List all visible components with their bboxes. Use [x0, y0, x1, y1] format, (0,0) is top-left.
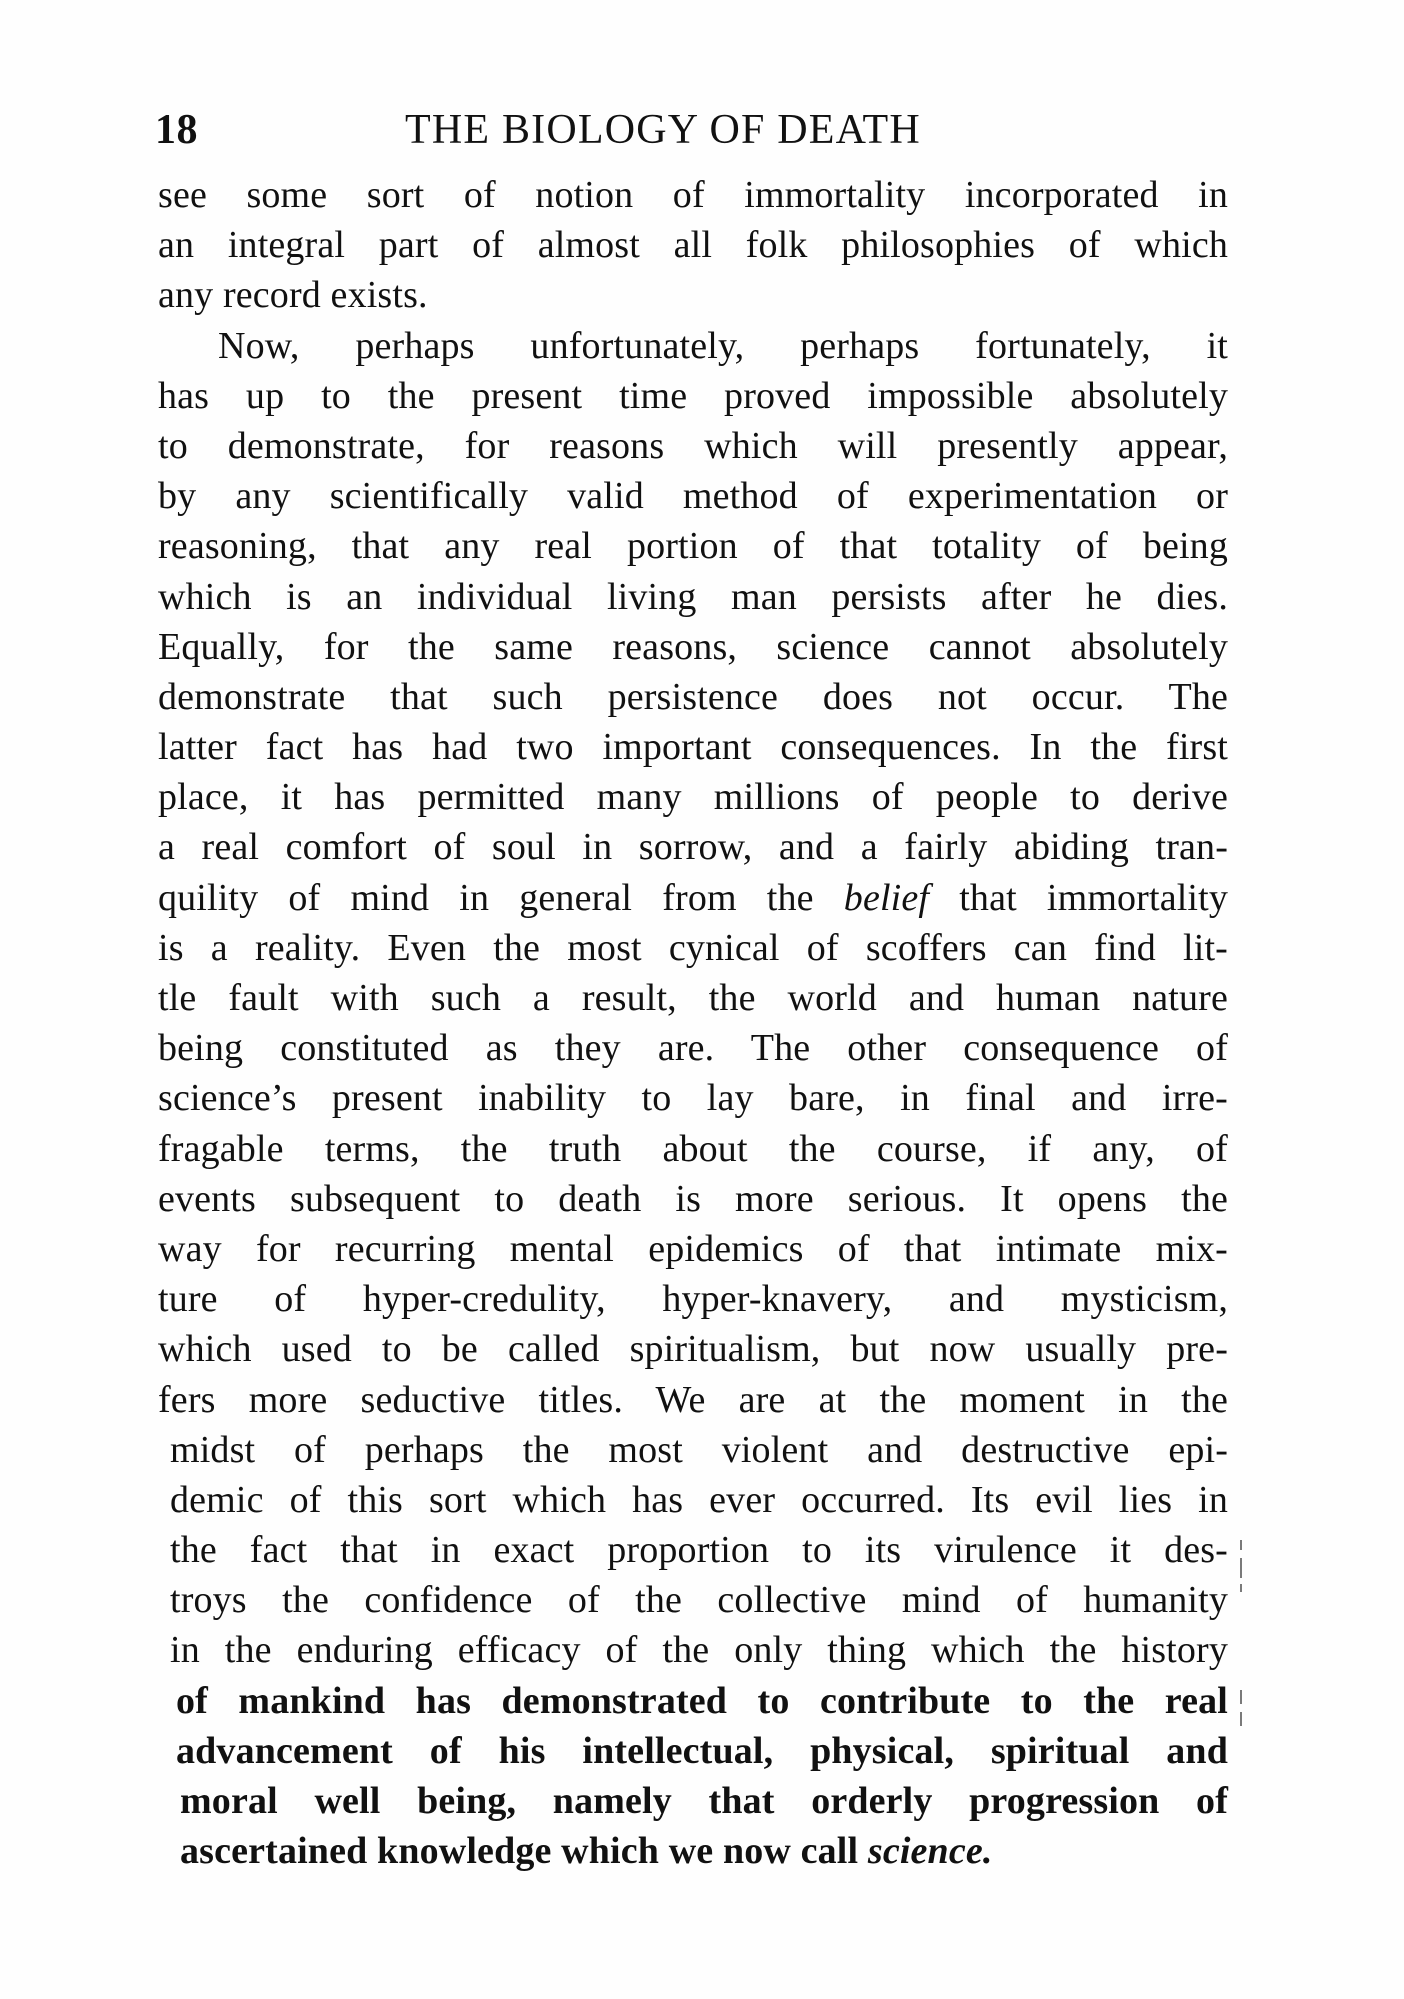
text-line-with-italic: [180, 1826, 1228, 1876]
text-line: events subsequent to death is more serious. It opens the: [158, 1177, 1228, 1220]
text-line: any record exists.: [158, 274, 428, 317]
text-line-with-italic: [158, 873, 1228, 923]
italic-belief: belief: [843, 876, 930, 919]
margin-tick: [1240, 1558, 1242, 1578]
text-line: which used to be called spiritualism, but now usually pre-: [158, 1328, 1228, 1371]
text-line: fers more seductive titles. We are at the moment in the: [158, 1378, 1228, 1421]
text-line: to demonstrate, for reasons which will presently appear,: [158, 424, 1228, 467]
margin-tick: [1240, 1584, 1242, 1592]
margin-tick: [1240, 1540, 1242, 1550]
text-line: in the enduring efficacy of the only thing which the history: [170, 1629, 1228, 1672]
text-line: is a reality. Even the most cynical of scoffers can find lit-: [158, 926, 1228, 969]
text-line: place, it has permitted many millions of people to derive: [158, 776, 1228, 819]
text-line: demonstrate that such persistence does not occur. The: [158, 675, 1228, 718]
text-line: tle fault with such a result, the world and human nature: [158, 977, 1228, 1019]
page-number: 18: [155, 107, 198, 153]
running-title: THE BIOLOGY OF DEATH: [405, 107, 921, 153]
margin-tick: [1240, 1690, 1242, 1704]
text-line: ture of hyper-credulity, hyper-knavery, and mysticism,: [158, 1278, 1228, 1321]
text-line: midst of perhaps the most violent and destructive epi-: [170, 1428, 1228, 1471]
text-line: an integral part of almost all folk philosophies of which: [158, 224, 1228, 267]
paragraph-first-line: Now, perhaps unfortunately, perhaps fortunately, it: [218, 324, 1228, 367]
text-segment: that immortality: [929, 876, 1228, 919]
text-line: way for recurring mental epidemics of that intimate mix-: [158, 1227, 1228, 1270]
text-line: demic of this sort which has ever occurred. Its evil lies in: [170, 1478, 1228, 1521]
text-segment: ascertained knowledge which we now call: [180, 1830, 868, 1873]
scan-margin-marks: [1240, 1540, 1248, 1740]
text-segment: quility of mind in general from the: [158, 876, 844, 919]
text-line: reasoning, that any real portion of that totality of being: [158, 525, 1228, 568]
text-line: has up to the present time proved impossible absolutely: [158, 374, 1228, 417]
text-line: see some sort of notion of immortality incorporated in: [158, 174, 1228, 216]
text-line: Equally, for the same reasons, science cannot absolutely: [158, 625, 1228, 668]
text-line: troys the confidence of the collective mind of humanity: [170, 1579, 1228, 1622]
text-line: a real comfort of soul in sorrow, and a fairly abiding tran-: [158, 826, 1228, 869]
text-line: science’s present inability to lay bare, in final and irre-: [158, 1077, 1228, 1120]
page-header: [155, 100, 1225, 160]
italic-science: science.: [867, 1830, 993, 1873]
text-line: being constituted as they are. The other consequence of: [158, 1027, 1228, 1070]
text-line: of mankind has demonstrated to contribute to the real: [176, 1679, 1228, 1722]
text-line: by any scientifically valid method of experimentation or: [158, 475, 1228, 518]
margin-tick: [1240, 1712, 1242, 1726]
text-line: advancement of his intellectual, physical, spiritual and: [176, 1729, 1228, 1772]
text-line: the fact that in exact proportion to its virulence it des-: [170, 1529, 1228, 1572]
body-text: [158, 170, 1228, 1876]
text-line: fragable terms, the truth about the course, if any, of: [158, 1127, 1228, 1170]
text-line: which is an individual living man persists after he dies.: [158, 575, 1228, 618]
text-line: moral well being, namely that orderly progression of: [180, 1780, 1228, 1822]
text-line: latter fact has had two important consequences. In the first: [158, 726, 1228, 769]
